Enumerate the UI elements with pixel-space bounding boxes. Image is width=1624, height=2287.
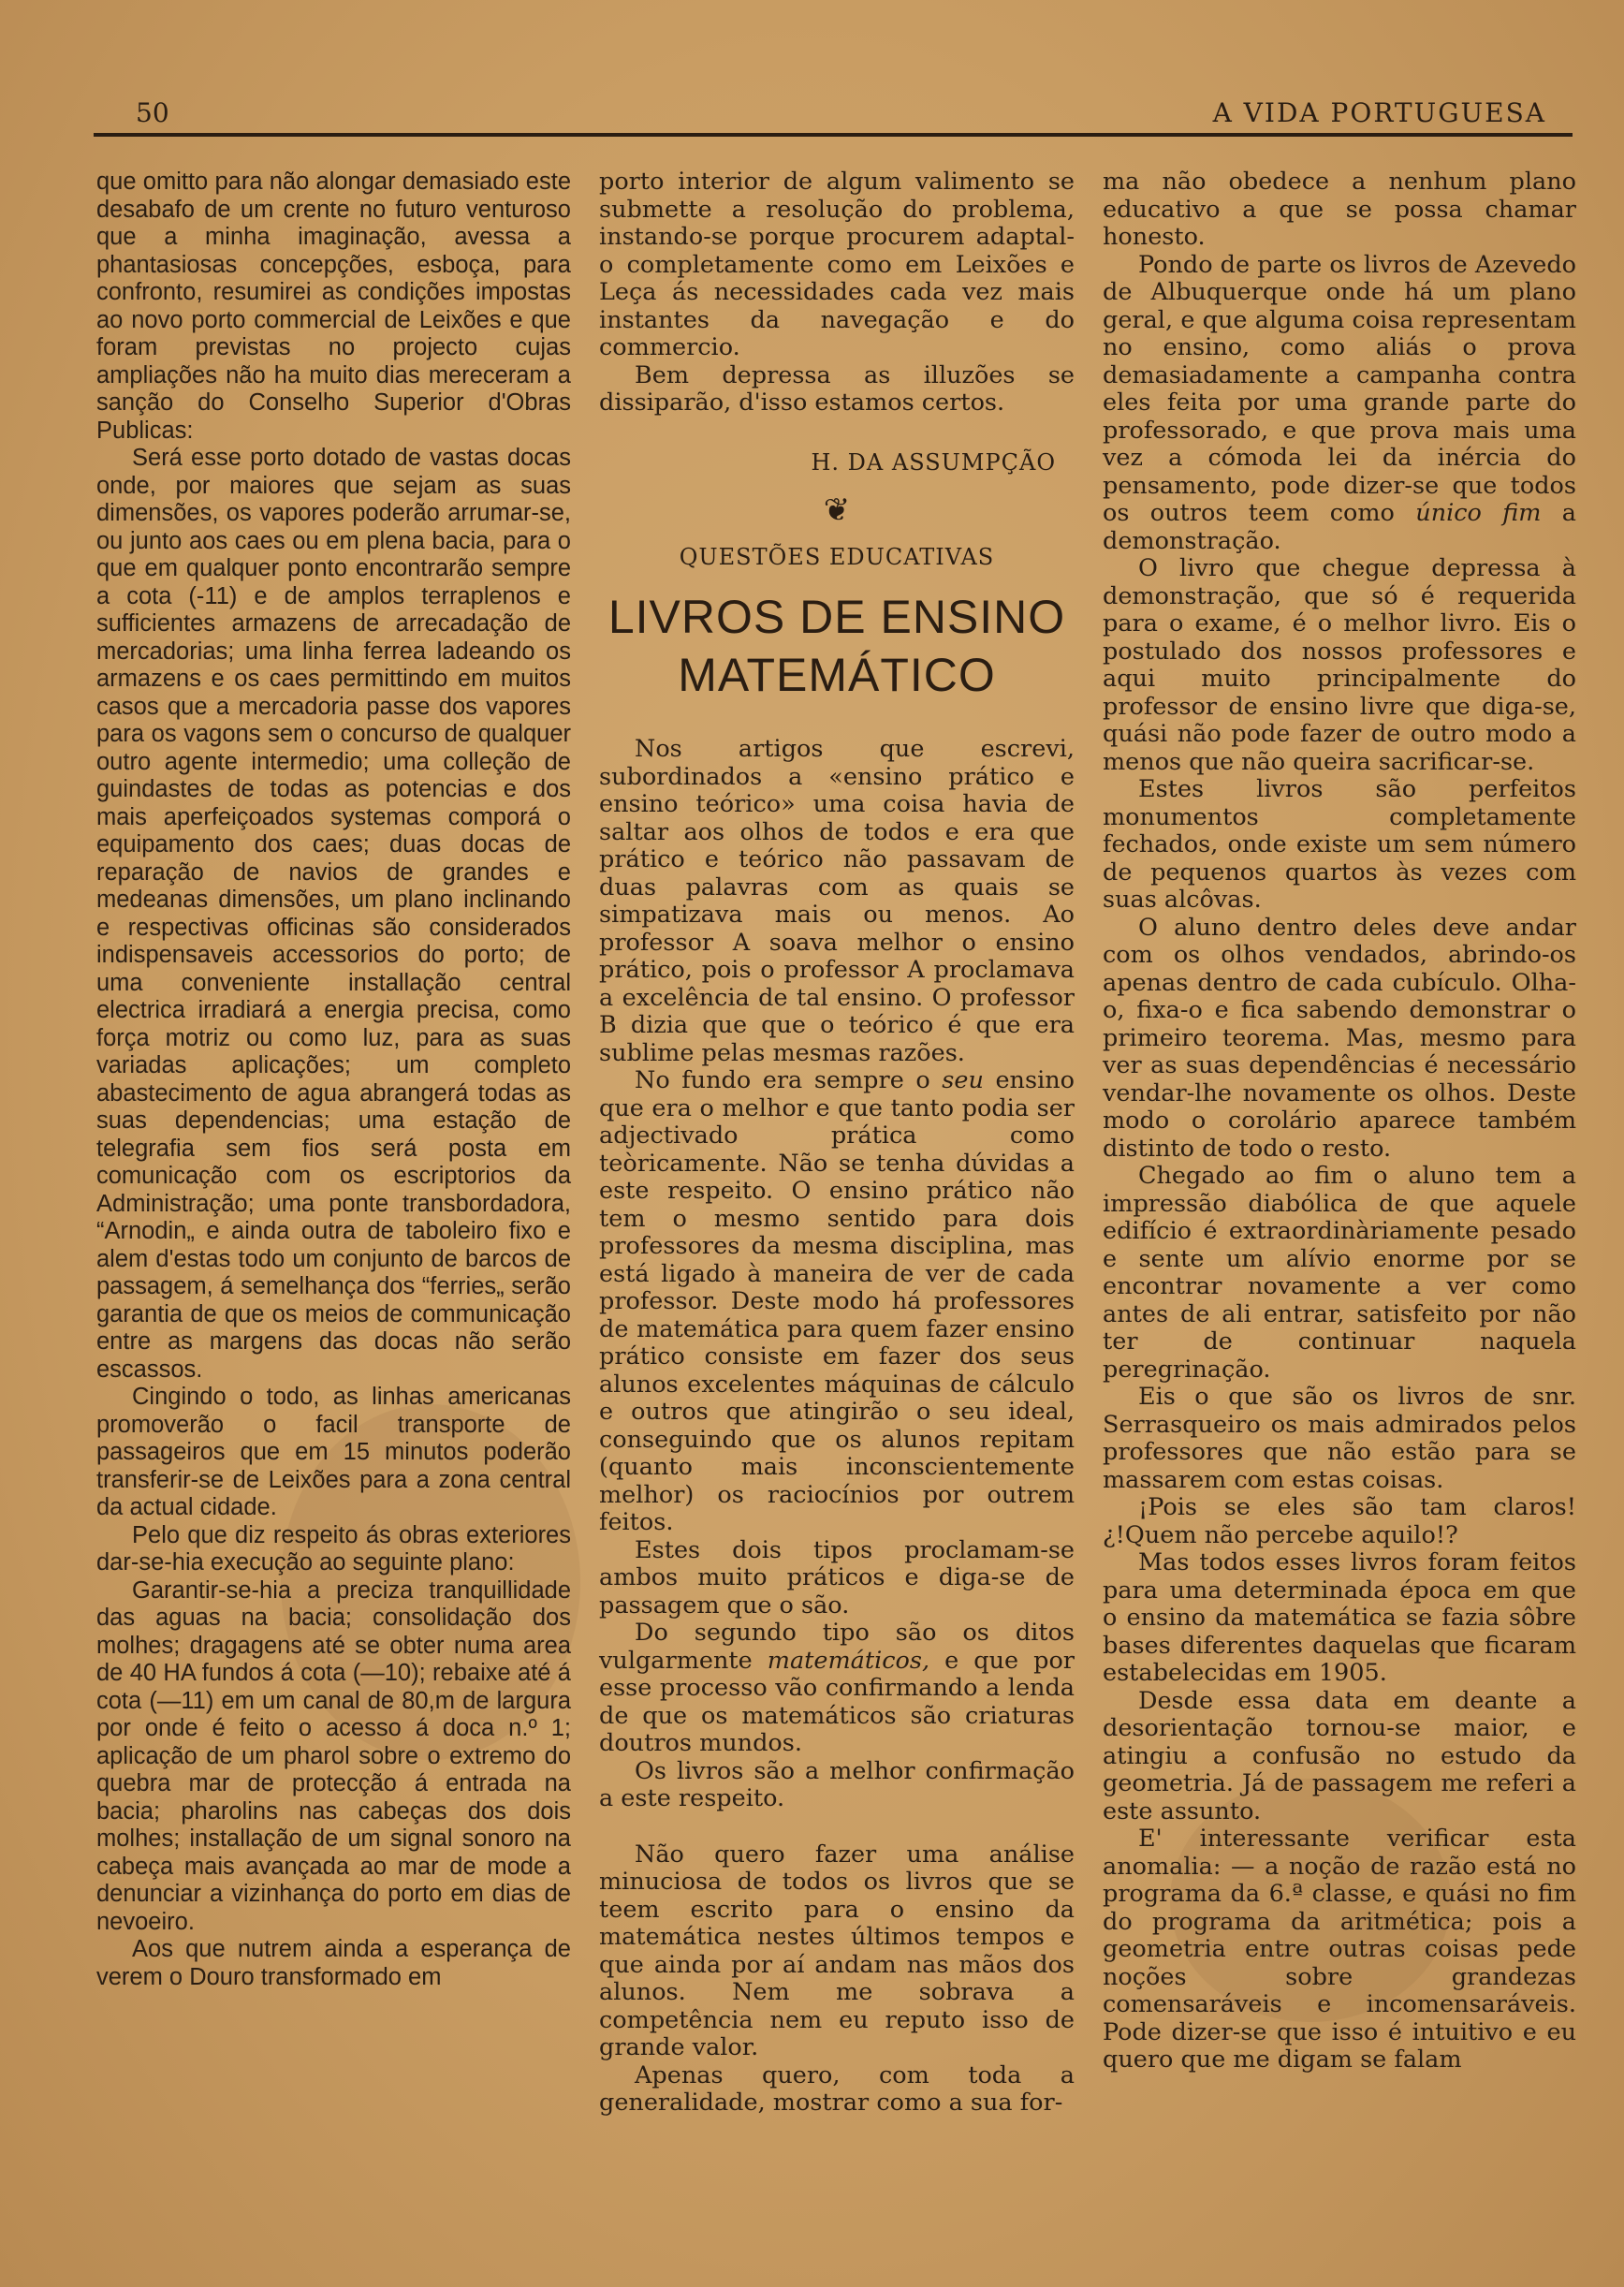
article-title-line: LIVROS DE ENSINO: [607, 591, 1066, 643]
paragraph: No fundo era sempre o seu ensino que era o melhor e que tanto podia ser adjectivado prática como teòricamente. Não se tenha dúvidas a este respeito. O ensino prático não tem o mesmo sentido para dois professores da mesma disciplina, mas está ligado à maneira de ver de cada professor. Deste modo há professores de matemática para quem fazer ensino prático consiste em fazer dos seus alunos excelentes máquinas de cálculo e outros que atingirão o seu ideal, conseguindo que os alunos repitam (quanto mais inconscientemente melhor) os raciocínios por outrem feitos.: [599, 1066, 1075, 1536]
paragraph: porto interior de algum valimento se submette a resolução do problema, instando-se porque procurem adaptal-o completamente como em Leixões e Leça ás necessidades cada vez mais instantes da navegação e do commercio.: [599, 168, 1075, 361]
page-header: [94, 92, 1573, 137]
emphasis: seu: [942, 1066, 984, 1094]
paragraph: Mas todos esses livros foram feitos para uma determinada época em que o ensino da matemática se fazia sôbre bases diferentes daquelas que ficaram estabelecidas em 1905.: [1103, 1548, 1576, 1687]
paragraph: E' interessante verificar esta anomalia: — a noção de razão está no programa da 6.ª classe, e quási no fim do programa da aritmética; pois a geometria entre outras coisas pede noções sobre grandezas comensaráveis e incomensaráveis. Pode dizer-se que isso é intuitivo e eu quero que me digam se falam: [1103, 1825, 1576, 2074]
emphasis: único fim: [1415, 499, 1542, 527]
column-right: [1103, 169, 1576, 2074]
paragraph: Cingindo o todo, as linhas americanas promoverão o facil transporte de passageiros que em 15 minutos poderão transferir-se de Leixões para a zona central da actual cidade.: [96, 1384, 571, 1520]
paragraph: Nos artigos que escrevi, subordinados a «ensino prático e ensino teórico» uma coisa havia de saltar aos olhos de todos e era que prático e teórico não passavam de duas palavras com as quais se simpatizava mais ou menos. Ao professor A soava melhor o ensino prático, pois o professor A proclamava a excelência de tal ensino. O professor B dizia que que o teórico é que era sublime pelas mesmas razões.: [599, 735, 1075, 1067]
paragraph: Pondo de parte os livros de Azevedo de Albuquerque onde há um plano geral, e que alguma coisa representam no ensino, como aliás o prova demasiadamente a campanha contra eles feita por uma grande parte do professorado, e que prova mais uma vez a cómoda lei da inércia do pensamento, pode dizer-se que todos os outros teem como único fim a demonstração.: [1103, 250, 1576, 555]
ornament-icon: ❦: [823, 491, 851, 529]
paragraph: Estes dois tipos proclamam-se ambos muito práticos e diga-se de passagem que o são.: [599, 1535, 1075, 1620]
paragraph: Aos que nutrem ainda a esperança de verem o Douro transformado em: [96, 1936, 571, 1990]
paragraph: que omitto para não alongar demasiado este desabafo de um crente no futuro venturoso que a minha imaginação, avessa a phantasiosas concepções, esboça, para confronto, resumirei as condições impostas ao novo porto commercial de Leixões e que foram previstas no projecto cujas ampliações não ha muito dias mereceram a sanção do Conselho Superior d'Obras Publicas:: [96, 169, 571, 444]
page-number: 50: [136, 97, 169, 128]
paragraph: Garantir-se-hia a preciza tranquillidade das aguas na bacia; consolidação dos molhes; dragagens até se obter numa area de 40 HA fundos á cota (—10); rebaixe até á cota (—11) em um canal de 80,m de largura por onde é feito o acesso á doca n.º 1; aplicação de um pharol sobre o extremo do quebra mar de protecção á entrada na bacia; pharolins nas cabeças dos dois molhes; installação de um signal sonoro na cabeça mais avançada ao mar de mode a denunciar a vizinhança do porto em dias de nevoeiro.: [96, 1576, 571, 1935]
author-signature: H. DA ASSUMPÇÃO: [811, 448, 1056, 476]
paragraph: Pelo que diz respeito ás obras exteriores dar-se-hia execução ao seguinte plano:: [96, 1521, 571, 1576]
paragraph: Chegado ao fim o aluno tem a impressão diabólica de que aquele edifício é extraordinàriamente pesado e sente um alívio enorme por se encontrar novamente a ver como antes de ali entrar, satisfeito por não ter de continuar naquela peregrinação.: [1103, 1162, 1576, 1384]
column-left: [96, 169, 571, 1991]
paragraph: O aluno dentro deles deve andar com os olhos vendados, abrindo-os apenas dentro de cada cubículo. Olha-o, fixa-o e fica sabendo demonstrar o primeiro teorema. Mas, mesmo para ver as suas dependências é necessário vendar-lhe novamente os olhos. Deste modo o corolário aparece também distinto de todo o resto.: [1103, 913, 1576, 1163]
article-title-line: MATEMÁTICO: [678, 649, 996, 701]
paragraph: Apenas quero, com toda a generalidade, mostrar como a sua for-: [599, 2060, 1075, 2117]
paragraph: Eis o que são os livros de snr. Serrasqueiro os mais admirados pelos professores que não estão para se massarem com estas coisas.: [1103, 1383, 1576, 1494]
paragraph: Desde essa data em deante a desorientação tornou-se maior, e atingiu a confusão no estudo da geometria. Já de passagem me referi a este assunto.: [1103, 1686, 1576, 1825]
paragraph: Não quero fazer uma análise minuciosa de todos os livros que se teem escrito para o ensino da matemática nestes últimos tempos e que ainda por aí andam nas mãos dos alunos. Nem me sobrava a competência nem eu reputo isso de grande valor.: [599, 1840, 1075, 2061]
section-label: QUESTÕES EDUCATIVAS: [679, 543, 995, 570]
emphasis: matemáticos,: [767, 1646, 930, 1675]
paragraph: Bem depressa as illuzões se dissiparão, d'isso estamos certos.: [599, 360, 1075, 417]
paragraph: O livro que chegue depressa à demonstração, que só é requerida para o exame, é o melhor livro. Eis o postulado dos nossos professores e aqui muito principalmente do professor de ensino livre que diga-se, quási não pode fazer de outro modo a menos que não queira sacrificar-se.: [1103, 554, 1576, 776]
paragraph: ma não obedece a nenhum plano educativo a que se possa chamar honesto.: [1103, 168, 1576, 251]
paragraph: Estes livros são perfeitos monumentos completamente fechados, onde existe um sem número de pequenos quartos às vezes com suas alcôvas.: [1103, 775, 1576, 914]
paragraph: Será esse porto dotado de vastas docas onde, por maiores que sejam as suas dimensões, os vapores poderão arrumar-se, ou junto aos caes ou em plena bacia, para o que em qualquer ponto encontrarão sempre a cota (-11) e de amplos terraplenos e sufficientes armazens de arrecadação de mercadorias; uma linha ferrea ladeando os armazens e os caes permittindo em muitos casos que a mercadoria passe dos vapores para os vagons sem o concurso de qualquer outro agente intermedio; uma colleção de guindastes de todas as potencias e dos mais aperfeiçoados systemas comporá o equipamento dos caes; duas docas de reparação de navios de grandes e medeanas dimensões, um plano inclinando e respectivas officinas são considerados indispensaveis accessorios do porto; de uma conveniente installação central electrica irradiará a energia precisa, como força motriz ou como luz, para as suas variadas aplicações; um completo abastecimento de agua abrangerá todas as suas dependencias; uma estação de telegrafia sem fios será posta em comunicação com os escriptorios da Administração; uma ponte transbordadora, “Arnodin„ e ainda outra de taboleiro fixo e alem d'estas todo um conjunto de barcos de passagem, á semelhança dos “ferries„ serão garantia de que os meios de communicação entre as margens das docas não serão escassos.: [96, 445, 571, 1383]
paragraph: Os livros são a melhor confirmação a este respeito.: [599, 1756, 1075, 1812]
article-title: [599, 588, 1075, 704]
paragraph: ¡Pois se eles são tam claros! ¿!Quem não percebe aquilo!?: [1103, 1493, 1576, 1549]
magazine-title: A VIDA PORTUGUESA: [1212, 97, 1546, 128]
column-middle: [599, 169, 1075, 2118]
paragraph: Do segundo tipo são os ditos vulgarmente matemáticos, e que por esse processo vão confirmando a lenda de que os matemáticos são criaturas doutros mundos.: [599, 1619, 1075, 1757]
